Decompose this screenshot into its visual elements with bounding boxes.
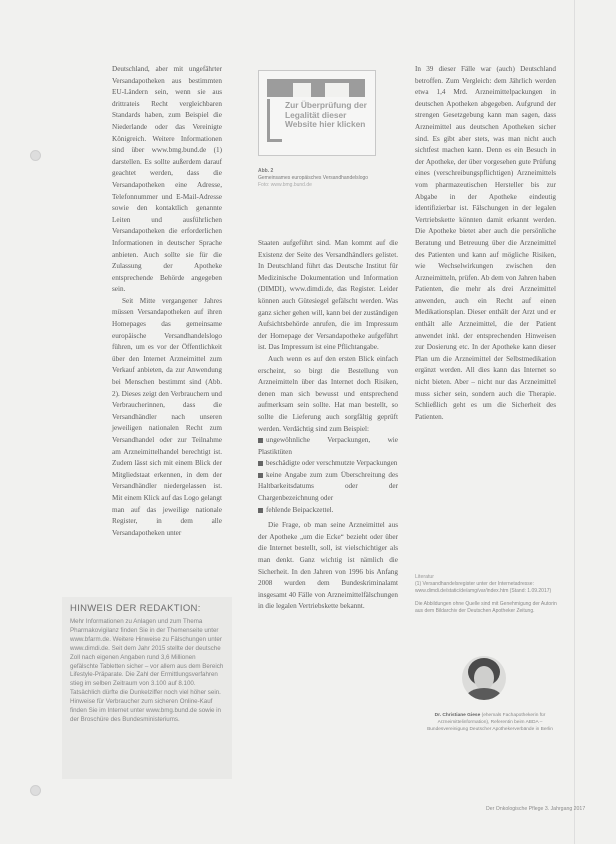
bullet-square-icon <box>258 438 263 443</box>
page-edge-line <box>574 0 575 844</box>
image-credit-note: Die Abbildungen ohne Quelle sind mit Genehmigung der Autorin aus dem Bildarchiv der Deutschen Apotheker Zeitung. <box>415 601 557 614</box>
literature-section <box>415 574 563 615</box>
list-item: beschädigte oder verschmutzte Verpackungen <box>258 458 398 470</box>
punch-hole <box>30 785 41 796</box>
logo-hook-shape <box>267 99 282 142</box>
list-item: ungewöhnliche Verpackungen, wie Plastiktüten <box>258 436 398 456</box>
author-photo <box>462 656 506 700</box>
author-bio <box>426 712 554 733</box>
literature-text: (1) Versandhandelsregister unter der Internetadresse: www.dimdi.de/static/de/amg/var/index.htm (Stand: 1.09.2017) <box>415 581 552 594</box>
figure-label: Abb. 2 <box>258 168 274 174</box>
eu-pharmacy-logo[interactable] <box>258 70 376 156</box>
paragraph: In 39 dieser Fälle war (auch) Deutschland betroffen. Zum Vergleich: dem Jährlich werden etwa 1,4 Mrd. Arzneimittelpackungen in deutschen Apotheken abgegeben. Aufgrund der strengen Gesetzgebung kann man sagen, dass Arzneimittel aus deutschen Apotheken sicher sind. Es gibt aber stets, was man nicht auch sichtfest machen kann. Denn es ein Besuch in der Apotheke, der über vorgesehen gute Prüfung eines (verschreibungspflichtigen) Arzneimittels vom pharmazeutischen Hersteller bis zur Abgabe in der Apotheke eindeutig identifizierbar ist. Fälschungen in der legalen Vertriebskette könnten damit erkannt werden. Die Apotheke bietet aber auch die persönliche Beratung und Betreuung über die Arzneimittel des Patienten und kann auf mögliche Risiken, wie Wechselwirkungen zwischen den Arzneimitteln, prüfen. Ab dem von Jahren haben Patienten, die mehr als drei Arzneimittel anwenden, auch ein Recht auf einen Medikationsplan. Dieser enthält der Arzt und er enthält alle Arzneimittel, die der Patient anwendet inkl. der entsprechenden Hinweisen zur Dosierung etc. In der Apotheke kann dieser Plan um die Arzneimittel der Selbstmedikation ergänzt werden. All dies kann das Internet so nicht bieten. Aber – nicht nur das Arzneimittel muss sicher sein, sondern auch die Therapie. Schließlich geht es um die Sicherheit des Patienten. <box>415 65 556 421</box>
figure-caption <box>258 168 376 188</box>
article-column-3 <box>415 64 556 423</box>
literature-heading: Literatur <box>415 574 435 580</box>
author-description: (ehemals Fachapothekerin für Arzneimittelinformation), Referentin beim ABDA – Bundesvereinigung Deutscher Apothekerverbände in Berlin <box>427 713 553 732</box>
author-name: Dr. Christiane Giese <box>434 713 481 718</box>
punch-hole <box>30 150 41 161</box>
bullet-list <box>258 435 398 516</box>
bullet-square-icon <box>258 508 263 513</box>
paragraph: Seit Mitte vergangener Jahres müssen Versandapotheken auf ihren Homepages das gemeinsame europäische Versandhandelslogo führen, um es vor der Öffentlichkeit über den Internet Arzneimittel zum Verkauf anbieten, da zur Anwendung bei Menschen bestimmt sind (Abb. 2). Dieses zeigt den Verbrauchern und Verbraucherinnen, dass die Versandhändler nach unseren jeweiligen nationalen Recht zum Versandhandel oder zur Teilnahme am Arzneimittelhandel berechtigt ist. Zudem lässt sich mit einem Blick der Mitgliedstaat erkennen, in dem der Versandhändler niedergelassen ist. Mit einem Klick auf das Logo gelangt man auf das jeweilige nationale Register, in dem alle Versandapotheken unter <box>112 296 222 537</box>
list-item: fehlende Beipackzettel. <box>258 505 398 517</box>
page-footer: Der Onkologische Pflege 3. Jahrgang 2017 <box>486 806 586 812</box>
bullet-square-icon <box>258 473 263 478</box>
figure-caption-text: Gemeinsames europäisches Versandhandelslogo <box>258 174 369 181</box>
editorial-note-box <box>62 597 232 779</box>
figure-source: Foto: www.bmg.bund.de <box>258 181 312 188</box>
note-text: Mehr Informationen zu Anlagen und zum Thema Pharmakovigilanz finden Sie in der Themenseite unter www.bfarm.de. Weitere Hinweise zu Fälschungen unter www.dimdi.de. Seit dem Jahr 2015 stellte der deutsche Zoll nach eigenen Angaben rund 3,6 Millionen gefälschte Tabletten sicher – vor allem aus dem Bereich Lifestyle-Präparate. Die Zahl der Ermittlungsverfahren stieg im selben Zeitraum von 3.100 auf 8.100. Tatsächlich dürfte die Dunkelziffer noch viel höher sein. Hinweise für Verbraucher zum sicheren Online-Kauf finden Sie im Internet unter www.bmg.bund.de sowie in der Broschüre des Bundesministeriums. <box>70 618 224 723</box>
paragraph: Auch wenn es auf den ersten Blick einfach erscheint, so birgt die Bestellung von Arzneimitteln über das Internet doch Risiken, denen man sich bewusst und entsprechend aufmerksam sein sollte. Hat man bestellt, so sollte die Lieferung auch sorgfältig geprüft werden. Verdächtig sind zum Beispiel: <box>258 354 398 433</box>
eu-flag-icon <box>267 79 365 97</box>
bullet-square-icon <box>258 461 263 466</box>
article-column-2 <box>258 238 398 613</box>
article-column-1 <box>112 64 222 539</box>
paragraph: Deutschland, aber mit ungefährter Versandapotheken aus bestimmten EU-Ländern sein, wenn sie aus drittrateis Recht vergleichbaren Standards haben, zum Beispiel die Niederlande oder das Vereinigte Königreich. Weitere Informationen sind über www.bmg.bund.de (1) darstellen. Es sollte außerdem darauf geachtet werden, dass die Versandapotheken eine Adresse, Telefonnummer und E-Mail-Adresse sowie den kontaktlich genannte Leiten und ausführlichen Versandapotheken die erforderlichen Informationen in deutscher Sprache anbieten. Auch sollte sie für die Zulassung der Apotheke entsprechende Behörde angegeben sein. <box>112 65 222 294</box>
paragraph: Staaten aufgeführt sind. Man kommt auf die Existenz der Seite des Versandhändlers gelistet. In Deutschland führt das Deutsche Institut für Medizinische Dokumentation und Information (DIMDI), www.dimdi.de, das Register. Leider können auch Gütesiegel gefälscht werden. Was ganz sicher gehen will, kann bei der zuständigen Aufsichtsbehörde anrufen, die im Impressum der Homepage der Versandapotheke aufgeführt ist. Das Impressum ist eine Pflichtangabe. <box>258 239 398 352</box>
list-item: keine Angabe zum zum Überschreitung des Haltbarkeitsdatums oder der Chargenbezeichnung oder <box>258 470 398 503</box>
paragraph: Die Frage, ob man seine Arzneimittel aus der Apotheke „um die Ecke“ bezieht oder über die Internet bestellt, soll, ist vielschichtiger als man denkt. Ganz wichtig ist nämlich die Sicherheit. In den Jahren von 1996 bis Anfang 2008 wurden dem Bundeskriminalamt insgesamt 40 Fälle von Arzneimittelfälschungen in die legalen Vertriebskette bekannt. <box>258 521 398 611</box>
logo-text: Zur Überprüfung der Legalität dieser Website hier klicken <box>285 100 367 130</box>
note-title: HINWEIS DER REDAKTION: <box>70 603 201 614</box>
